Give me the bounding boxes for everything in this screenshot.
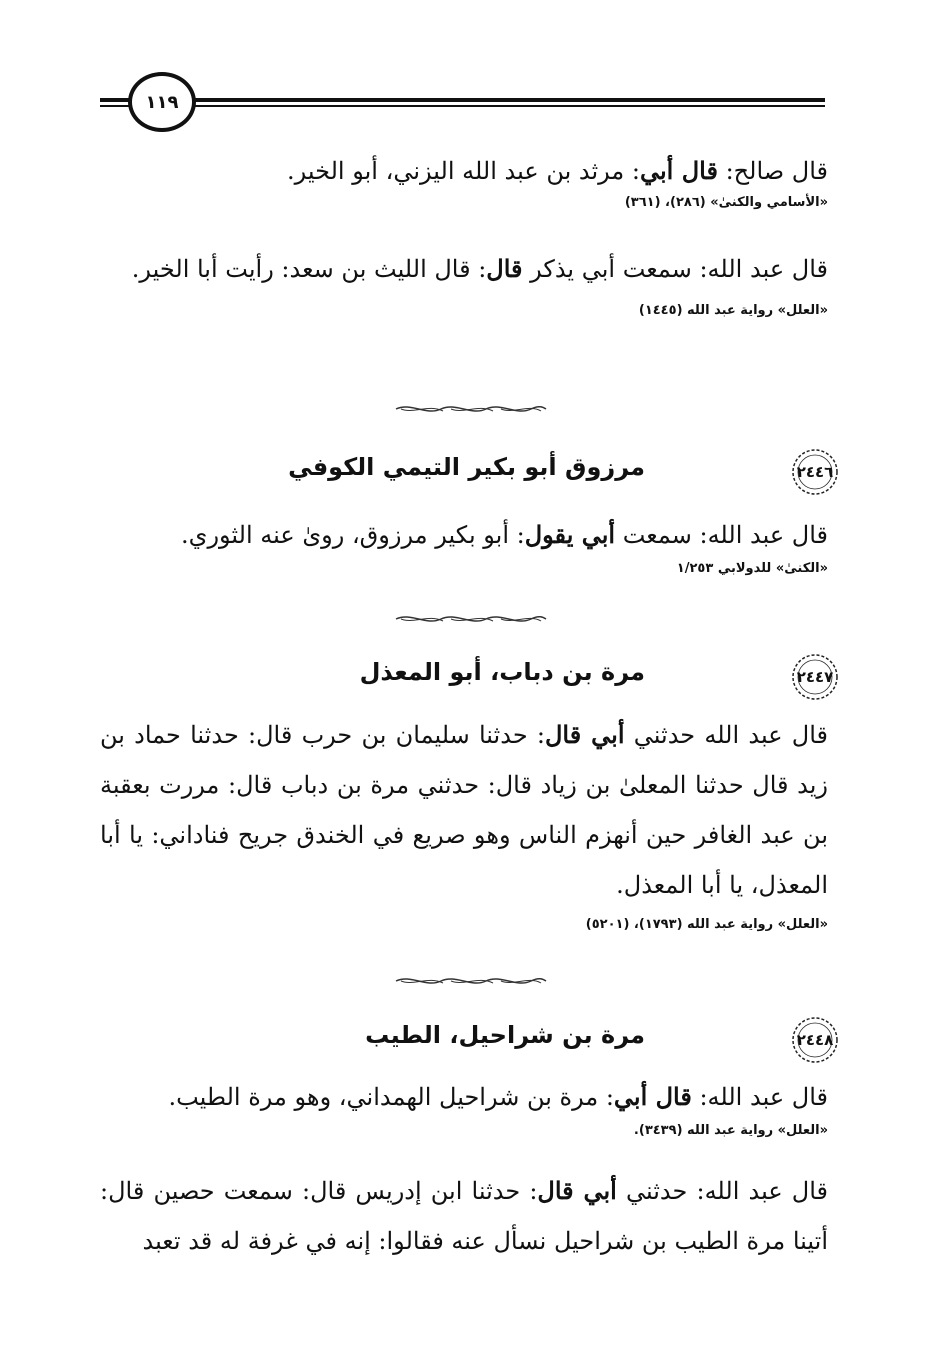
paragraph [100, 146, 828, 196]
entry-title: مرة بن شراحيل، الطيب [365, 1021, 645, 1049]
entry-number-badge [790, 652, 840, 702]
ornament-divider [0, 402, 941, 418]
entry-body [100, 710, 828, 936]
text: : حدثنا سليمان بن حرب قال: حدثنا حماد بن زيد قال حدثنا المعلىٰ بن زياد قال: حدثني مرة بن دباب قال: مررت بعقبة بن عبد الغافر حين أنهزم الناس وهو صريع في الخندق جريح فناداني: يا أبا المعذل، يا أبا المعذل. [100, 721, 828, 899]
entry-body [100, 1072, 828, 1142]
text: قال عبد الله حدثني [624, 721, 828, 749]
paragraph [100, 1072, 828, 1122]
bold-text: قال [486, 254, 523, 283]
citation: «العلل» رواية عبد الله (٣٤٣٩). [633, 1123, 828, 1138]
bold-text: أبي يقول [524, 520, 616, 549]
header-rule-thick [100, 98, 825, 102]
entry-number: ٢٤٤٧ [796, 668, 834, 686]
citation: «العلل» رواية عبد الله (١٤٤٥) [638, 303, 828, 318]
entry-number: ٢٤٤٦ [796, 463, 834, 481]
text: قال عبد الله: [691, 1083, 828, 1111]
ornament-divider [0, 612, 941, 628]
bold-text: أبي قال [544, 720, 625, 749]
text: قال عبد الله: سمعت [615, 521, 828, 549]
paragraph [100, 510, 828, 560]
top-section [100, 146, 828, 214]
text: قال صالح: [717, 157, 828, 185]
text: : مرثد بن عبد الله اليزني، أبو الخير. [287, 157, 640, 185]
paragraph [100, 244, 828, 294]
paragraph [100, 1166, 828, 1266]
text: : مرة بن شراحيل الهمداني، وهو مرة الطيب. [168, 1083, 614, 1111]
text: : قال الليث بن سعد: رأيت أبا الخير. [131, 255, 487, 283]
entry-number-badge [790, 1015, 840, 1065]
text: قال عبد الله: سمعت أبي يذكر [522, 255, 828, 283]
text: : حدثنا ابن إدريس قال: سمعت حصين قال: أتينا مرة الطيب بن شراحيل نسأل عنه فقالوا: إنه في غرفة له قد تعبد [100, 1177, 828, 1255]
entry-header [100, 447, 840, 497]
ornament-divider [0, 974, 941, 990]
text: : أبو بكير مرزوق، روىٰ عنه الثوري. [181, 521, 525, 549]
entry-title: مرزوق أبو بكير التيمي الكوفي [288, 453, 645, 481]
entry-header [100, 1015, 840, 1065]
bold-text: قال أبي [613, 1082, 692, 1111]
entry-number: ٢٤٤٨ [796, 1031, 834, 1049]
citation: «الأسامي والكنىٰ» (٢٨٦)، (٣٦١) [624, 195, 828, 210]
paragraph [100, 710, 828, 910]
entry-header [100, 652, 840, 702]
bold-text: قال أبي [640, 156, 718, 185]
text: قال عبد الله: حدثني [616, 1177, 829, 1205]
citation: «العلل» رواية عبد الله (١٧٩٣)، (٥٢٠١) [585, 917, 828, 932]
entry-title: مرة بن دباب، أبو المعذل [359, 658, 645, 686]
page-number: ١١٩ [128, 72, 196, 132]
bold-text: أبي قال [537, 1176, 617, 1205]
header-rule-thin [100, 105, 825, 107]
top-section-2 [100, 244, 828, 322]
entry-number-badge [790, 447, 840, 497]
entry-body-2 [100, 1166, 828, 1266]
entry-body [100, 510, 828, 580]
citation: «الكنىٰ» للدولابي ١/٢٥٣ [676, 561, 828, 576]
